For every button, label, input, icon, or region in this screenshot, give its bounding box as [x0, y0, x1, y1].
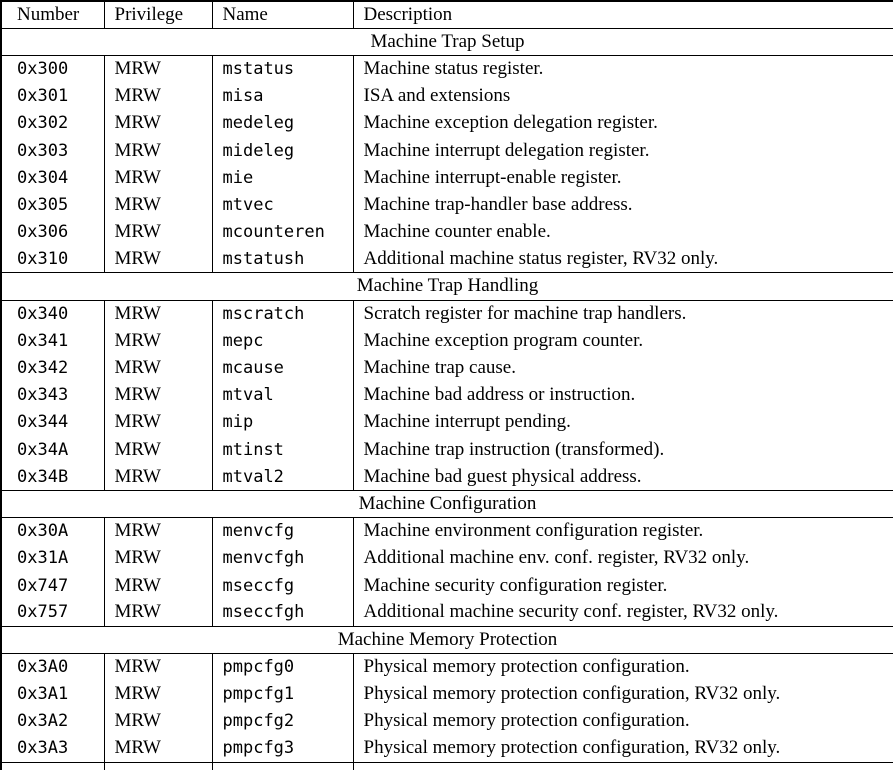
csr-description: Physical memory protection configuration.: [353, 654, 893, 681]
csr-name: mcounteren: [212, 219, 353, 246]
csr-privilege: MRW: [104, 110, 212, 137]
csr-name: mscratch: [212, 300, 353, 327]
csr-privilege: MRW: [104, 300, 212, 327]
table-row: [1, 409, 893, 436]
csr-name: mideleg: [212, 137, 353, 164]
csr-privilege: MRW: [104, 382, 212, 409]
table-row: [1, 735, 893, 762]
csr-name: pmpcfg3: [212, 735, 353, 762]
table-row: [1, 219, 893, 246]
csr-number: 0x300: [17, 59, 69, 80]
csr-privilege: MRW: [104, 463, 212, 490]
section-header-row: [1, 626, 893, 653]
csr-description: Machine exception program counter.: [353, 327, 893, 354]
table-row: [1, 382, 893, 409]
section-header-row: [1, 28, 893, 55]
csr-privilege: [104, 762, 212, 770]
csr-description: Machine exception delegation register.: [353, 110, 893, 137]
csr-number: 0x305: [17, 194, 69, 215]
csr-description: Machine trap-handler base address.: [353, 191, 893, 218]
table-row: [1, 354, 893, 381]
csr-privilege: MRW: [104, 409, 212, 436]
csr-description: Machine interrupt-enable register.: [353, 164, 893, 191]
csr-number: 0x31A: [17, 548, 69, 569]
table-row: [1, 572, 893, 599]
csr-description: Additional machine security conf. register, RV32 only.: [353, 599, 893, 626]
csr-number: 0x30A: [17, 521, 69, 542]
section-title: Machine Configuration: [1, 490, 893, 517]
csr-privilege: MRW: [104, 654, 212, 681]
csr-description: Machine interrupt pending.: [353, 409, 893, 436]
csr-name: mtval2: [212, 463, 353, 490]
csr-privilege: MRW: [104, 83, 212, 110]
table-row-clipped: [1, 762, 893, 770]
csr-name: pmpcfg0: [212, 654, 353, 681]
table-row: [1, 300, 893, 327]
csr-privilege: MRW: [104, 354, 212, 381]
csr-description: Additional machine status register, RV32 only.: [353, 246, 893, 273]
csr-number: 0x303: [17, 140, 69, 161]
csr-number: 0x304: [17, 167, 69, 188]
section-header-row: [1, 273, 893, 300]
csr-name: [212, 762, 353, 770]
column-header-name: Name: [212, 1, 353, 28]
table-row: [1, 55, 893, 82]
csr-number: 0x306: [17, 222, 69, 243]
csr-name: mie: [212, 164, 353, 191]
column-header-privilege: Privilege: [104, 1, 212, 28]
csr-number: 0x341: [17, 330, 69, 351]
table-row: [1, 327, 893, 354]
column-header-row: [1, 1, 893, 28]
csr-number: 0x343: [17, 385, 69, 406]
csr-name: mtinst: [212, 436, 353, 463]
csr-privilege: MRW: [104, 436, 212, 463]
table-row: [1, 681, 893, 708]
table-row: [1, 191, 893, 218]
csr-number: [1, 762, 104, 770]
csr-number: 0x3A1: [17, 684, 69, 705]
csr-number: 0x310: [17, 249, 69, 270]
csr-description: Machine trap cause.: [353, 354, 893, 381]
csr-description: [353, 762, 893, 770]
csr-name: menvcfgh: [212, 545, 353, 572]
csr-description: Machine bad address or instruction.: [353, 382, 893, 409]
csr-privilege: MRW: [104, 164, 212, 191]
table-row: [1, 137, 893, 164]
csr-privilege: MRW: [104, 55, 212, 82]
csr-description: Physical memory protection configuration, RV32 only.: [353, 735, 893, 762]
csr-privilege: MRW: [104, 545, 212, 572]
csr-description: Machine environment configuration register.: [353, 518, 893, 545]
csr-description: Physical memory protection configuration.: [353, 708, 893, 735]
csr-privilege: MRW: [104, 191, 212, 218]
csr-number: 0x3A2: [17, 711, 69, 732]
csr-description: Machine status register.: [353, 55, 893, 82]
csr-name: medeleg: [212, 110, 353, 137]
csr-name: mseccfgh: [212, 599, 353, 626]
csr-name: mtvec: [212, 191, 353, 218]
csr-name: mcause: [212, 354, 353, 381]
csr-name: mepc: [212, 327, 353, 354]
table-row: [1, 599, 893, 626]
csr-name: pmpcfg1: [212, 681, 353, 708]
csr-privilege: MRW: [104, 572, 212, 599]
csr-description: Physical memory protection configuration, RV32 only.: [353, 681, 893, 708]
table-row: [1, 436, 893, 463]
table-row: [1, 164, 893, 191]
csr-description: Machine security configuration register.: [353, 572, 893, 599]
csr-privilege: MRW: [104, 246, 212, 273]
table-row: [1, 708, 893, 735]
csr-name: misa: [212, 83, 353, 110]
table-row: [1, 246, 893, 273]
section-title: Machine Trap Handling: [1, 273, 893, 300]
csr-number: 0x302: [17, 113, 69, 134]
csr-number: 0x340: [17, 303, 69, 324]
csr-privilege: MRW: [104, 518, 212, 545]
csr-name: mip: [212, 409, 353, 436]
csr-privilege: MRW: [104, 599, 212, 626]
table-row: [1, 518, 893, 545]
section-header-row: [1, 490, 893, 517]
csr-description: Machine interrupt delegation register.: [353, 137, 893, 164]
csr-privilege: MRW: [104, 735, 212, 762]
csr-privilege: MRW: [104, 708, 212, 735]
csr-description: Scratch register for machine trap handlers.: [353, 300, 893, 327]
table-row: [1, 463, 893, 490]
column-header-description: Description: [353, 1, 893, 28]
csr-description: Machine bad guest physical address.: [353, 463, 893, 490]
section-title: Machine Memory Protection: [1, 626, 893, 653]
csr-number: 0x34B: [17, 466, 69, 487]
csr-privilege: MRW: [104, 137, 212, 164]
csr-number: 0x34A: [17, 439, 69, 460]
csr-name: mseccfg: [212, 572, 353, 599]
table-row: [1, 654, 893, 681]
csr-description: Machine trap instruction (transformed).: [353, 436, 893, 463]
section-title: Machine Trap Setup: [1, 28, 893, 55]
csr-name: pmpcfg2: [212, 708, 353, 735]
table-row: [1, 110, 893, 137]
csr-description: Machine counter enable.: [353, 219, 893, 246]
csr-number: 0x3A3: [17, 738, 69, 759]
csr-name: mstatus: [212, 55, 353, 82]
csr-number: 0x3A0: [17, 657, 69, 678]
csr-name: menvcfg: [212, 518, 353, 545]
csr-privilege: MRW: [104, 327, 212, 354]
csr-number: 0x301: [17, 86, 69, 107]
csr-number: 0x342: [17, 358, 69, 379]
csr-privilege: MRW: [104, 681, 212, 708]
csr-number: 0x747: [17, 575, 69, 596]
column-header-number: Number: [1, 1, 104, 28]
csr-privilege: MRW: [104, 219, 212, 246]
csr-number: 0x344: [17, 412, 69, 433]
csr-name: mstatush: [212, 246, 353, 273]
table-row: [1, 545, 893, 572]
csr-description: ISA and extensions: [353, 83, 893, 110]
csr-number: 0x757: [17, 602, 69, 623]
csr-name: mtval: [212, 382, 353, 409]
table-row: [1, 83, 893, 110]
csr-description: Additional machine env. conf. register, RV32 only.: [353, 545, 893, 572]
